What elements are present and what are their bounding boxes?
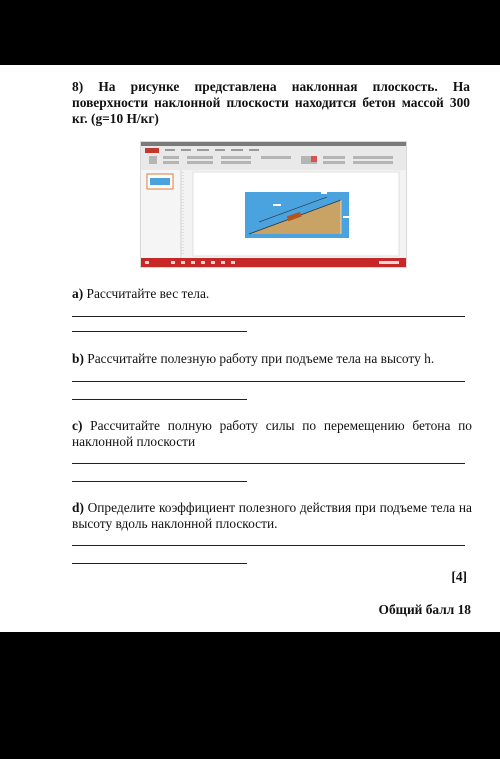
part-b [72, 351, 472, 367]
worksheet-page [0, 65, 500, 632]
answer-line [72, 545, 465, 546]
part-a-letter: a) [72, 286, 84, 301]
part-c-text: Рассчитайте полную работу силы по перемещению бетона по наклонной плоскости [72, 418, 472, 449]
figure-drawing [141, 142, 406, 267]
part-c-letter: c) [72, 418, 83, 433]
answer-line [72, 399, 247, 400]
answer-line [72, 463, 465, 464]
part-b-text: Рассчитайте полезную работу при подъеме тела на высоту h. [83, 351, 435, 366]
part-d [72, 500, 472, 532]
part-c [72, 418, 472, 450]
total-score: Общий балл 18 [378, 602, 471, 617]
answer-line [72, 563, 247, 564]
answer-line [72, 316, 465, 317]
answer-line [72, 381, 465, 382]
part-a [72, 286, 472, 302]
answer-line [72, 481, 247, 482]
answer-line [72, 331, 247, 332]
inclined-plane-figure [140, 141, 407, 268]
part-a-text: Рассчитайте вес тела. [83, 286, 210, 301]
question-8-text: 8) На рисунке представлена наклонная плоскость. На поверхности наклонной плоскости находится бетон массой 300 кг. (g=10 Н/кг) [72, 79, 470, 126]
part-d-text: Определите коэффициент полезного действия при подъеме тела на высоту вдоль наклонной плоскости. [72, 500, 472, 531]
part-d-letter: d) [72, 500, 84, 515]
part-b-letter: b) [72, 351, 84, 366]
marks-label: [4] [451, 569, 467, 584]
